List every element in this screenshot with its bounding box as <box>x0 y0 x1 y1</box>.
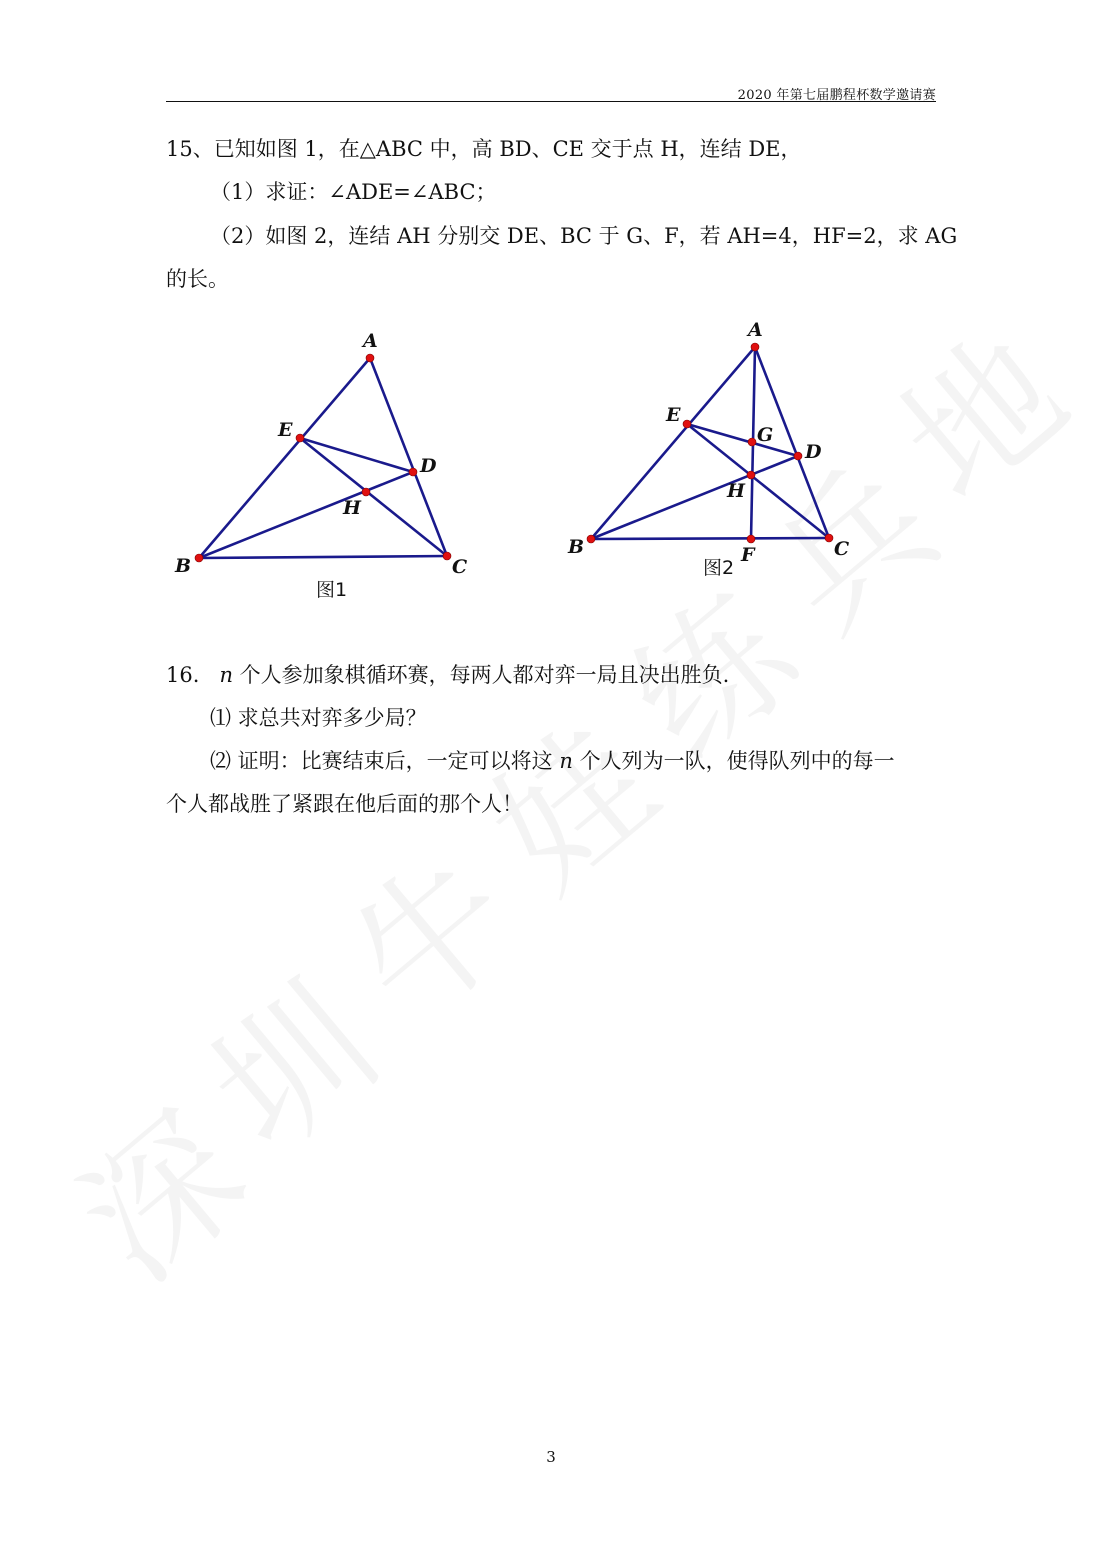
header-rule <box>166 101 936 102</box>
label-C: C <box>452 556 468 578</box>
page-number: 3 <box>546 1448 556 1466</box>
watermark-char <box>28 1057 282 1319</box>
label-B: B <box>568 536 585 558</box>
segment-DE <box>687 424 798 456</box>
point-A <box>751 343 759 351</box>
label-C: C <box>834 538 850 560</box>
problem16-part2-line1 <box>210 746 895 776</box>
variable-n: n <box>559 749 573 773</box>
point-D <box>409 468 417 476</box>
point-E <box>683 420 691 428</box>
problem16-part2-line2: 个人都战胜了紧跟在他后面的那个人！ <box>166 792 523 816</box>
problem15-part2-line1: （2）如图 2，连结 AH 分别交 DE、BC 于 G、F，若 AH=4，HF=2，求 AG <box>210 224 958 248</box>
figure-1-caption: 图1 <box>316 579 348 601</box>
point-H <box>747 471 755 479</box>
variable-n: n <box>219 663 233 687</box>
point-H <box>362 488 370 496</box>
problem15-part2-line2: 的长。 <box>166 267 229 291</box>
problem16-statement <box>166 660 729 690</box>
point-B <box>587 535 595 543</box>
point-B <box>195 554 203 562</box>
label-H: H <box>343 497 361 519</box>
point-C <box>443 552 451 560</box>
point-F <box>747 535 755 543</box>
problem15-statement: 15、已知如图 1，在△ABC 中，高 BD、CE 交于点 H，连结 DE， <box>166 137 802 161</box>
segment-BD <box>591 456 798 539</box>
problem15-part1: （1）求证：∠ADE=∠ABC； <box>210 180 497 204</box>
label-H: H <box>727 480 745 502</box>
label-D: D <box>420 455 437 477</box>
label-F: F <box>741 544 755 566</box>
problem16-number: 16. <box>166 663 200 687</box>
watermark-char <box>158 927 412 1189</box>
point-D <box>794 452 802 460</box>
point-A <box>366 354 374 362</box>
page-header: 2020 年第七届鹏程杯数学邀请赛 <box>737 88 936 103</box>
label-D: D <box>805 441 822 463</box>
label-B: B <box>175 555 192 577</box>
point-G <box>748 438 756 446</box>
segment-AB <box>199 358 370 558</box>
segment-AB <box>591 347 755 539</box>
point-C <box>825 534 833 542</box>
segment-BC <box>591 538 829 539</box>
watermark-char <box>298 797 552 1059</box>
problem16-part1: ⑴ 求总共对弈多少局？ <box>210 706 427 730</box>
problem16-part2-prefix: ⑵ 证明：比赛结束后，一定可以将这 <box>210 749 553 773</box>
watermark-char <box>848 277 1102 539</box>
segment-BC <box>199 556 447 558</box>
figure-2-caption: 图2 <box>703 557 735 579</box>
label-A: A <box>363 330 378 352</box>
label-A: A <box>748 319 763 341</box>
label-E: E <box>278 419 293 441</box>
label-E: E <box>666 404 681 426</box>
figure-2 <box>560 315 870 585</box>
problem16-part2-suffix: 个人列为一队，使得队列中的每一 <box>579 749 895 773</box>
segment-BD <box>199 472 413 558</box>
point-E <box>296 434 304 442</box>
segment-DE <box>300 438 413 472</box>
figure-1 <box>160 320 490 610</box>
problem16-statement-text: 个人参加象棋循环赛，每两人都对弈一局且决出胜负. <box>239 663 730 687</box>
label-G: G <box>757 424 774 446</box>
